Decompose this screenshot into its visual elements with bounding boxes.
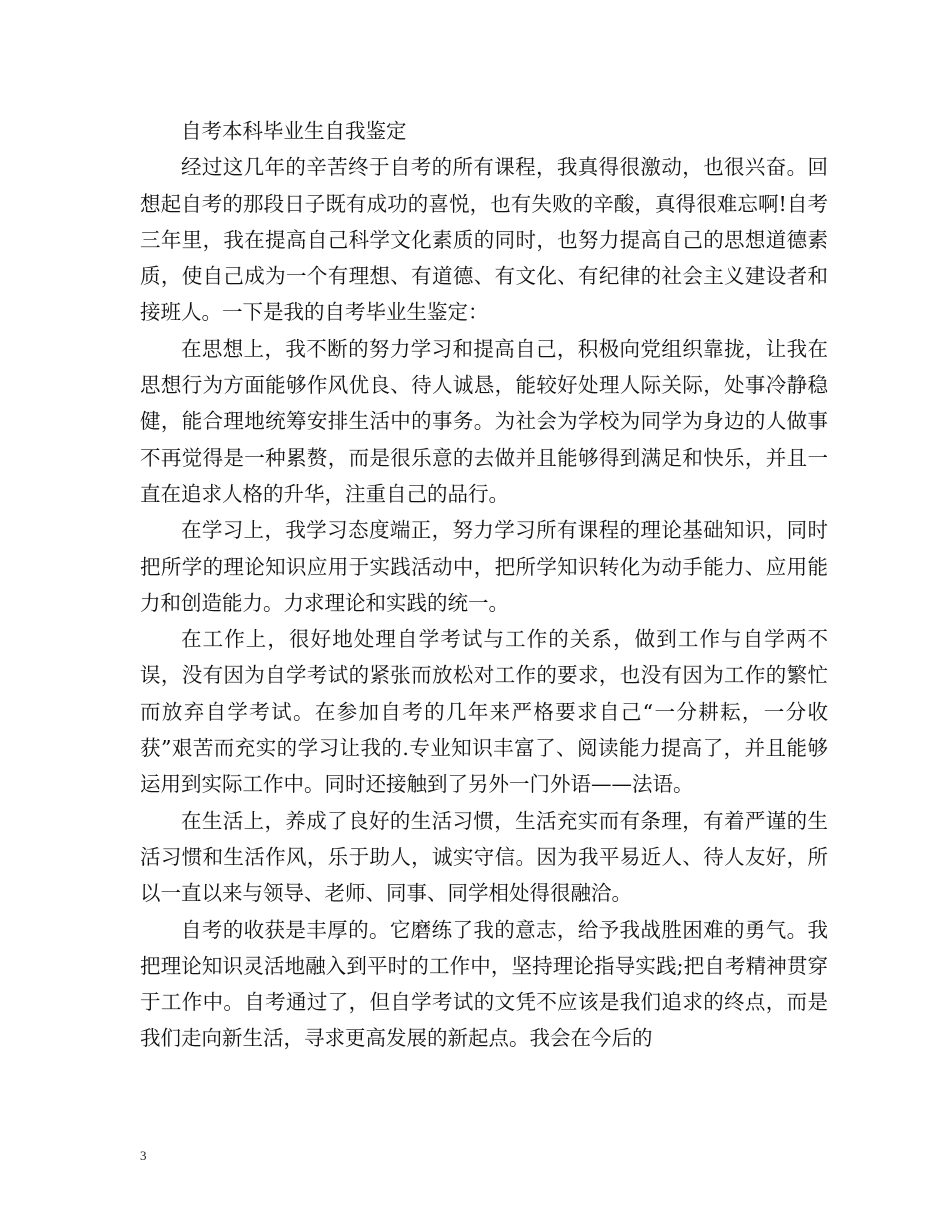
paragraph-study: 在学习上，我学习态度端正，努力学习所有课程的理论基础知识，同时把所学的理论知识应用于实践活动中，把所学知识转化为动手能力、应用能力和创造能力。力求理论和实践的统一。 (140, 518, 828, 615)
paragraph-life: 在生活上，养成了良好的生活习惯，生活充实而有条理，有着严谨的生活习惯和生活作风，乐于助人，诚实守信。因为我平易近人、待人友好，所以一直以来与领导、老师、同事、同学相处得很融洽。 (140, 808, 828, 906)
document-title: 自考本科毕业生自我鉴定 (181, 119, 407, 143)
paragraph-ideology: 在思想上，我不断的努力学习和提高自己，积极向党组织靠拢，让我在思想行为方面能够作风优良、待人诚恳，能较好处理人际关际，处事冷静稳健，能合理地统筹安排生活中的事务。为社会为学校为同学为身边的人做事不再觉得是一种累赘，而是很乐意的去做并且能够得到满足和快乐，并且一直在追求人格的升华，注重自己的品行。 (140, 336, 828, 506)
paragraph-harvest: 自考的收获是丰厚的。它磨练了我的意志，给予我战胜困难的勇气。我把理论知识灵活地融入到平时的工作中，坚持理论指导实践;把自考精神贯穿于工作中。自考通过了，但自学考试的文凭不应该是我们追求的终点，而是我们走向新生活，寻求更高发展的新起点。我会在今后的 (140, 917, 828, 1051)
document-body (140, 113, 828, 1057)
paragraph-intro: 经过这几年的辛苦终于自考的所有课程，我真得很激动，也很兴奋。回想起自考的那段日子既有成功的喜悦，也有失败的辛酸，真得很难忘啊!自考三年里，我在提高自己科学文化素质的同时，也努力提高自己的思想道德素质，使自己成为一个有理想、有道德、有文化、有纪律的社会主义建设者和接班人。一下是我的自考毕业生鉴定： (140, 155, 828, 325)
paragraph-work: 在工作上，很好地处理自学考试与工作的关系，做到工作与自学两不误，没有因为自学考试的紧张而放松对工作的要求，也没有因为工作的繁忙而放弃自学考试。在参加自考的几年来严格要求自己“一分耕耘，一分收获”艰苦而充实的学习让我的.专业知识丰富了、阅读能力提高了，并且能够运用到实际工作中。同时还接触到了另外一门外语——法语。 (140, 627, 828, 797)
page-number: 3 (140, 1148, 147, 1163)
